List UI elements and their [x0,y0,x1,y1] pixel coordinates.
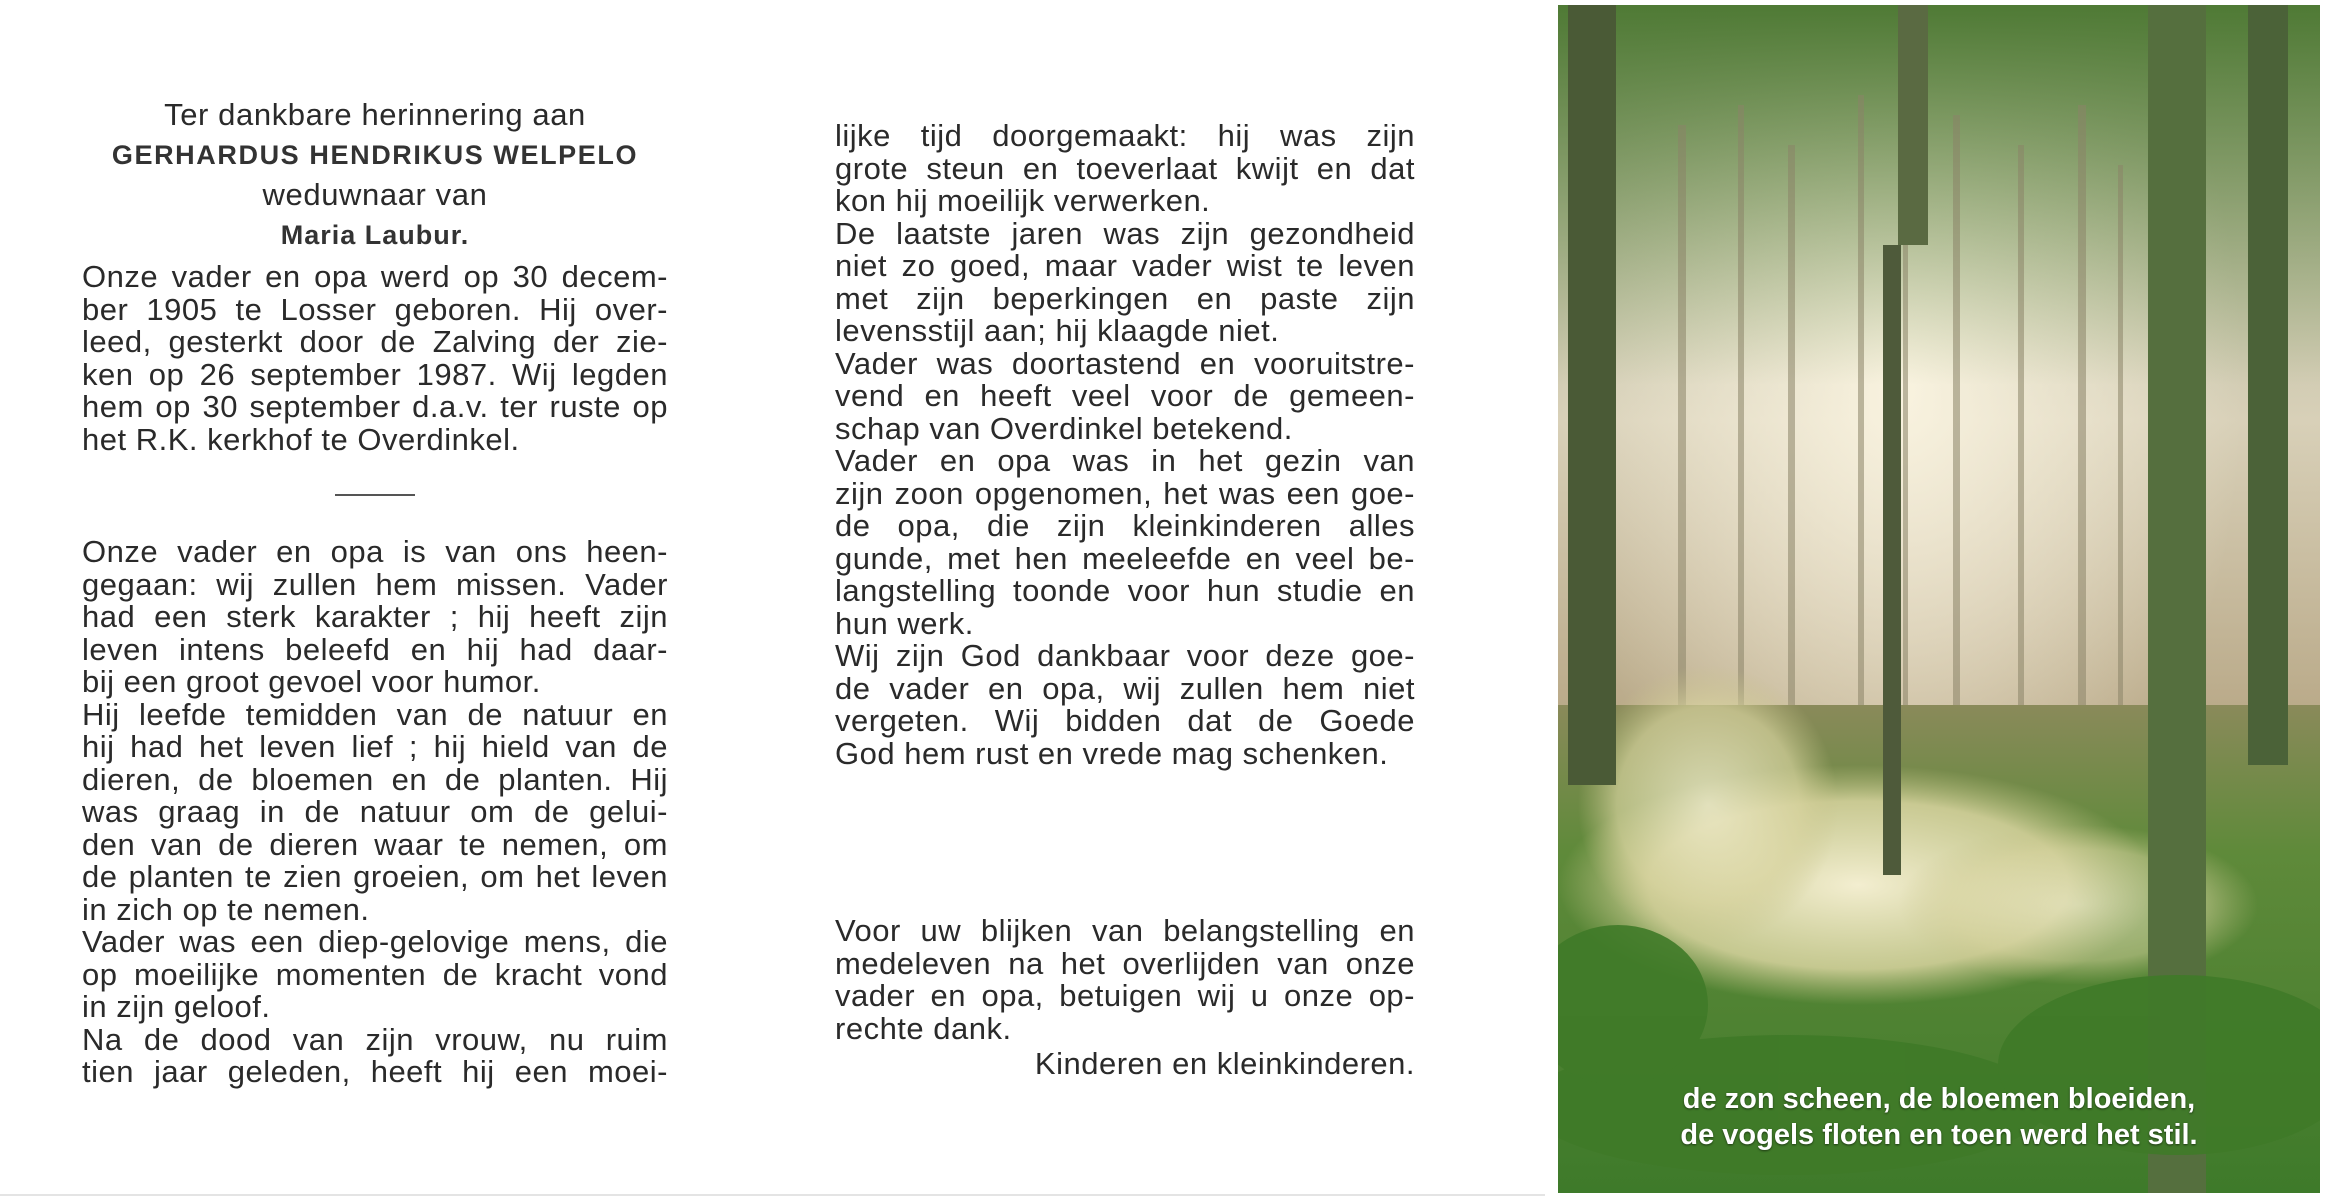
text-line: schap van Overdinkel betekend. [835,410,1293,446]
text-line: in zich op te nemen. [82,891,370,927]
text-line: op moeilijke momenten de kracht vond [82,956,668,992]
forest-photo [1558,5,2320,1193]
text-line: Onze vader en opa is van ons heen- [82,534,668,569]
tribute-text [82,536,668,1089]
text-line: de planten te zien groeien, om het leven [82,859,668,894]
bio-line: het R.K. kerkhof te Overdinkel. [82,421,520,457]
deceased-name: GERHARDUS HENDRIKUS WELPELO [111,140,639,170]
tribute-text-continued [835,120,1415,770]
text-line: God hem rust en vrede mag schenken. [835,735,1389,771]
middle-column [835,120,1415,1081]
text-line: vergeten. Wij bidden dat de Goede [835,703,1415,738]
bio-line: hem op 30 september d.a.v. ter ruste op [82,389,668,424]
text-line: Wij zijn God dankbaar voor deze goe- [835,638,1415,673]
text-line: bij een groot gevoel voor humor. [82,664,541,699]
text-line: dieren, de bloemen en de planten. Hij [82,761,668,797]
text-line: hij had het leven lief ; hij hield van de [82,729,668,764]
signature: Kinderen en kleinkinderen. [1034,1046,1415,1081]
text-line: lijke tijd doorgemaakt: hij was zijn [835,118,1415,153]
text-line: levensstijl aan; hij klaagde niet. [835,313,1280,348]
photo-caption [1558,1081,2320,1153]
text-line: langstelling toonde voor hun studie en [835,573,1415,608]
thanks-line: medeleven na het overlijden van onze [835,945,1415,981]
bio-line: leed, gesterkt door de Zalving der zie- [82,324,668,359]
text-line: in zijn geloof. [82,989,271,1024]
text-line: niet zo goed, maar vader wist te leven [835,248,1415,283]
text-line: kon hij moeilijk verwerken. [835,183,1211,218]
text-line: met zijn beperkingen en paste zijn [835,280,1415,316]
text-line: was graag in de natuur om de gelui- [82,794,668,829]
caption-line-1: de zon scheen, de bloemen bloeiden, [1682,1083,2196,1115]
divider [335,494,415,496]
bio-line: ber 1905 te Losser geboren. Hij over- [82,291,668,327]
text-line: de vader en opa, wij zullen hem niet [835,670,1415,706]
bio-line: ken op 26 september 1987. Wij legden [82,356,668,392]
text-line: leven intens beleefd en hij had daar- [82,631,668,667]
text-line: Vader was een diep-gelovige mens, die [82,924,668,959]
text-line: Na de dood van zijn vrouw, nu ruim [82,1021,668,1057]
text-line: hun werk. [835,605,974,641]
bottom-edge [0,1194,780,1196]
thanks-line: Voor uw blijken van belangstelling en [835,913,1415,948]
text-line: gegaan: wij zullen hem missen. Vader [82,566,668,602]
text-line: grote steun en toeverlaat kwijt en dat [835,150,1415,186]
thanks-paragraph [835,915,1415,1045]
text-line: vend en heeft veel voor de gemeen- [835,378,1415,413]
text-line: Hij leefde temidden van de natuur en [82,696,668,732]
thanks-line: rechte dank. [835,1010,1012,1046]
bottom-edge [780,1194,1545,1196]
text-line: tien jaar geleden, heeft hij een moei- [82,1054,668,1089]
relation-line: weduwnaar van [262,177,488,212]
text-line: Vader en opa was in het gezin van [835,443,1415,478]
text-line: de opa, die zijn kleinkinderen alles [835,508,1415,543]
bio-paragraph [82,261,668,456]
text-line: had een sterk karakter ; hij heeft zijn [82,599,668,634]
text-line: gunde, met hen meeleefde en veel be- [835,540,1415,576]
text-line: De laatste jaren was zijn gezondheid [835,215,1415,251]
bio-line: Onze vader en opa werd op 30 decem- [82,259,668,294]
text-line: zijn zoon opgenomen, het was een goe- [835,475,1415,511]
left-panel [0,0,780,1200]
spouse-name: Maria Laubur. [280,220,470,250]
text-line: Vader was doortastend en vooruitstre- [835,345,1415,381]
left-column [82,95,668,1089]
intro-line: Ter dankbare herinnering aan [164,97,586,132]
caption-line-2: de vogels floten en toen werd het stil. [1680,1119,2198,1151]
thanks-line: vader en opa, betuigen wij u onze op- [835,978,1415,1013]
forest-illustration [1558,5,2320,1193]
text-line: den van de dieren waar te nemen, om [82,826,668,862]
